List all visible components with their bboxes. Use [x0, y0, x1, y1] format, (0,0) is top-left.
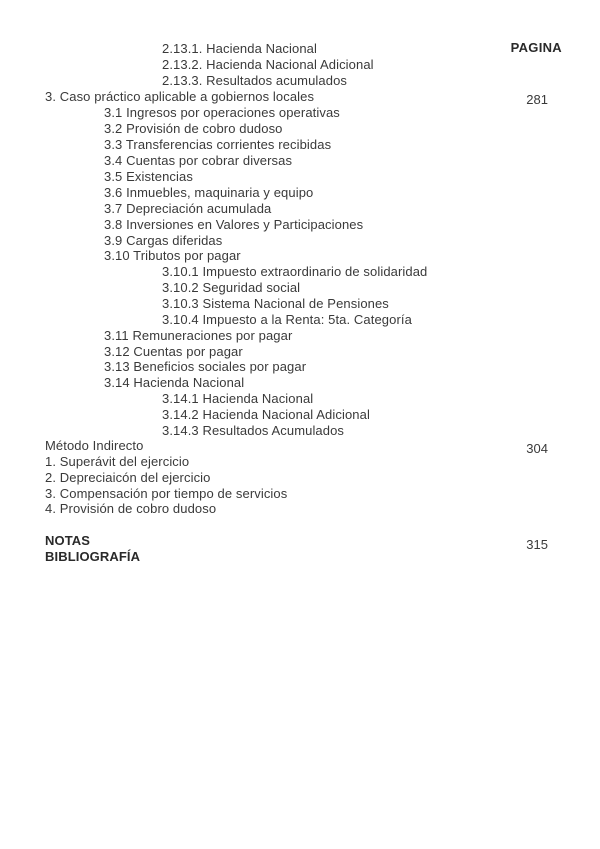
- toc-entry: 3.14.2 Hacienda Nacional Adicional: [162, 407, 370, 422]
- toc-entry: 3.8 Inversiones en Valores y Participaciones: [104, 217, 364, 232]
- toc-entry: Método Indirecto: [45, 438, 144, 453]
- toc-entry: 3.10.1 Impuesto extraordinario de solidaridad: [162, 264, 428, 279]
- toc-entry-bibliografia: BIBLIOGRAFÍA: [45, 549, 141, 564]
- toc-entry: 1. Superávit del ejercicio: [45, 454, 190, 469]
- toc-entry: 3.4 Cuentas por cobrar diversas: [104, 153, 293, 168]
- toc-entry-notas: NOTAS: [45, 533, 91, 548]
- toc-entry: 3.10.2 Seguridad social: [162, 280, 301, 295]
- toc-entry: 3.7 Depreciación acumulada: [104, 201, 272, 216]
- toc-entry: 3.10 Tributos por pagar: [104, 248, 241, 263]
- toc-entry: 2.13.1. Hacienda Nacional: [162, 41, 317, 56]
- toc-entry: 3. Caso práctico aplicable a gobiernos locales: [45, 89, 315, 104]
- toc-entry: 4. Provisión de cobro dudoso: [45, 501, 217, 516]
- toc-entry: 3.5 Existencias: [104, 169, 193, 184]
- toc-entry: 3.11 Remuneraciones por pagar: [104, 328, 293, 343]
- toc-page-number: 315: [526, 537, 548, 552]
- page-column-header: PAGINA: [510, 40, 562, 55]
- toc-entry: 3.13 Beneficios sociales por pagar: [104, 359, 307, 374]
- toc-page-number: 281: [526, 92, 548, 107]
- toc-entry: 3.12 Cuentas por pagar: [104, 344, 243, 359]
- toc-entry: 3.14.3 Resultados Acumulados: [162, 423, 345, 438]
- toc-page-number: 304: [526, 441, 548, 456]
- toc-entry: 3.3 Transferencias corrientes recibidas: [104, 137, 332, 152]
- toc-entry: 2.13.2. Hacienda Nacional Adicional: [162, 57, 374, 72]
- toc-entry: 3.10.3 Sistema Nacional de Pensiones: [162, 296, 389, 311]
- toc-entry: 3.1 Ingresos por operaciones operativas: [104, 105, 340, 120]
- toc-entry: 3.14.1 Hacienda Nacional: [162, 391, 314, 406]
- toc-entry: 3. Compensación por tiempo de servicios: [45, 486, 288, 501]
- toc-entry: 3.2 Provisión de cobro dudoso: [104, 121, 283, 136]
- toc-entry: 3.10.4 Impuesto a la Renta: 5ta. Categoría: [162, 312, 412, 327]
- toc-entry: 3.6 Inmuebles, maquinaria y equipo: [104, 185, 314, 200]
- toc-entry: 2.13.3. Resultados acumulados: [162, 73, 348, 88]
- toc-entry: 3.9 Cargas diferidas: [104, 233, 223, 248]
- toc-entry: 3.14 Hacienda Nacional: [104, 375, 245, 390]
- toc-entry: 2. Depreciaicón del ejercicio: [45, 470, 211, 485]
